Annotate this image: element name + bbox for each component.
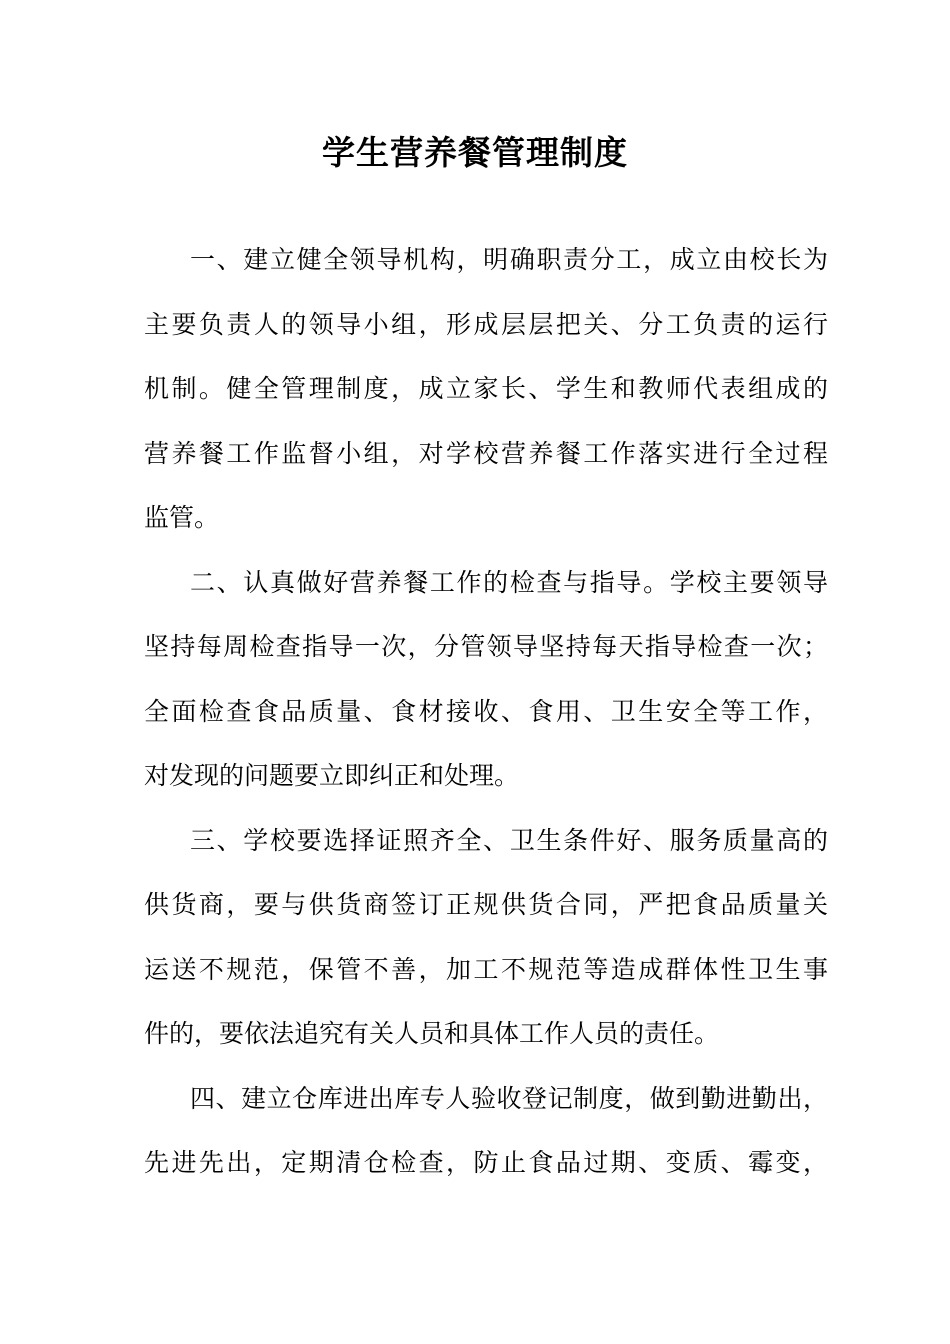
paragraph-line: 先进先出，定期清仓检查，防止食品过期、变质、霉变， <box>144 1148 828 1177</box>
paragraph-line: 二、认真做好营养餐工作的检查与指导。学校主要领导 <box>190 567 828 597</box>
paragraph-line: 机制。健全管理制度，成立家长、学生和教师代表组成的 <box>144 374 828 403</box>
paragraph-line: 主要负责人的领导小组，形成层层把关、分工负责的运行 <box>144 309 828 339</box>
paragraph-line: 供货商，要与供货商签订正规供货合同，严把食品质量关 <box>144 890 828 919</box>
document-title: 学生营养餐管理制度 <box>322 133 628 172</box>
paragraph-line: 四、建立仓库进出库专人验收登记制度，做到勤进勤出， <box>190 1083 828 1113</box>
document-body <box>144 236 828 1204</box>
paragraph-line: 件的，要依法追究有关人员和具体工作人员的责任。 <box>144 1019 720 1048</box>
paragraph-line: 全面检查食品质量、食材接收、食用、卫生安全等工作， <box>144 696 828 726</box>
paragraph-line: 三、学校要选择证照齐全、卫生条件好、服务质量高的 <box>190 825 828 855</box>
paragraph-line: 一、建立健全领导机构，明确职责分工，成立由校长为 <box>190 245 828 274</box>
paragraph-line: 对发现的问题要立即纠正和处理。 <box>144 761 520 790</box>
paragraph-line: 坚持每周检查指导一次，分管领导坚持每天指导检查一次； <box>144 632 828 661</box>
paragraph-line: 营养餐工作监督小组，对学校营养餐工作落实进行全过程 <box>144 438 828 468</box>
paragraph-line: 运送不规范，保管不善，加工不规范等造成群体性卫生事 <box>144 954 828 984</box>
paragraph-line: 监管。 <box>144 503 220 532</box>
